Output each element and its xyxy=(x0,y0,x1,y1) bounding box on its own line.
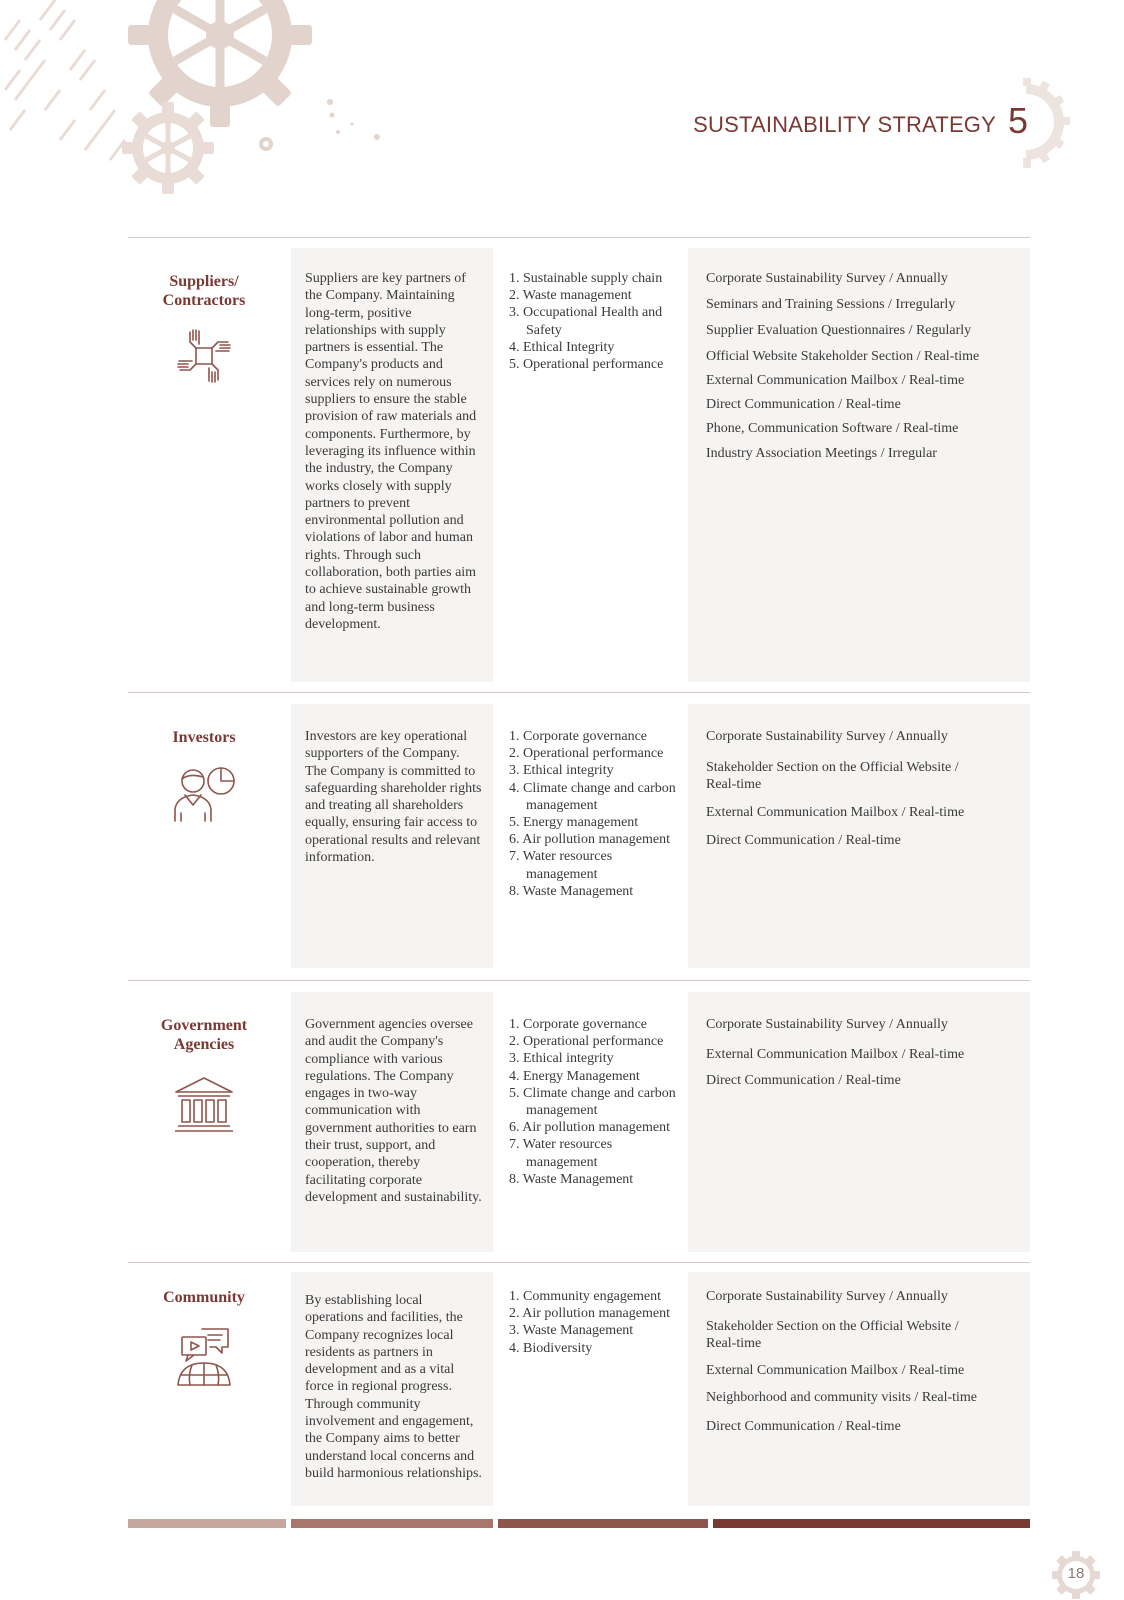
row-divider xyxy=(128,1262,1030,1263)
topic-item: 2. Operational performance xyxy=(509,1034,664,1050)
material-topics xyxy=(509,1288,685,1357)
topic-item: 6. Air pollution management xyxy=(509,832,670,848)
topic-item: 3. Ethical integrity xyxy=(509,763,614,779)
investor-pie-chart-icon xyxy=(169,761,239,825)
topic-item: 3. Waste Management xyxy=(509,1323,634,1339)
channel-item: External Communication Mailbox / Real-time xyxy=(706,1047,965,1062)
material-topics xyxy=(509,270,685,373)
channel-item: External Communication Mailbox / Real-time xyxy=(706,373,965,388)
communication-channels-panel xyxy=(688,1272,1030,1506)
topic-item: 7. Water resources management xyxy=(509,1137,613,1170)
topic-item: 1. Corporate governance xyxy=(509,1017,647,1032)
channel-item: Direct Communication / Real-time xyxy=(706,397,901,412)
communication-channels-panel xyxy=(688,248,1030,682)
channel-item: Seminars and Training Sessions / Irregularly xyxy=(706,297,956,312)
topic-item: 7. Water resources management xyxy=(509,849,613,882)
topic-item: 2. Air pollution management xyxy=(509,1306,670,1322)
stakeholder-description: Investors are key operational supporters of the Company. The Company is committed to safeguarding shareholder rights and treating all shareholders equally, ensuring fair access to operational results and relevant information. xyxy=(305,729,482,866)
channel-item: Direct Communication / Real-time xyxy=(706,1419,901,1434)
stakeholder-description: Suppliers are key partners of the Company. Maintaining long-term, positive relationships with supply partners is essential. The Company's products and services rely on numerous suppliers to ensure the stable provision of raw materials and components. Furthermore, by leveraging its influence within the industry, the Company works closely with supply partners to prevent environmental pollution and violations of labor and human rights. Through such collaboration, both parties aim to achieve sustainable growth and long-term business development. xyxy=(305,271,477,632)
footer-bar-1 xyxy=(128,1519,286,1528)
channel-item: Neighborhood and community visits / Real-time xyxy=(706,1390,978,1405)
stakeholder-description-panel xyxy=(291,992,493,1252)
chapter-number: 5 xyxy=(1008,100,1029,141)
channel-item: External Communication Mailbox / Real-time xyxy=(706,1363,965,1378)
stakeholder-description: Government agencies oversee and audit the Company's compliance with various regulations. The Company engages in two-way communication with government authorities to earn their trust, support, and cooperation, thereby facilitating corporate development and sustainability. xyxy=(305,1017,482,1205)
channel-item: Stakeholder Section on the Official Website / Real-time xyxy=(706,1319,959,1351)
stakeholder-title-line1: Suppliers/ xyxy=(169,273,239,290)
row-divider xyxy=(128,980,1030,981)
topic-item: 3. Occupational Health and Safety xyxy=(509,305,663,338)
stakeholder-title-line2: Agencies xyxy=(173,1036,235,1053)
stakeholder-description-panel xyxy=(291,1272,493,1506)
handshake-icon xyxy=(174,326,234,386)
stakeholder-description-panel xyxy=(291,248,493,682)
topic-item: 5. Operational performance xyxy=(509,357,664,373)
topic-item: 6. Air pollution management xyxy=(509,1120,670,1136)
channel-item: Direct Communication / Real-time xyxy=(706,833,901,848)
channel-item: Corporate Sustainability Survey / Annually xyxy=(706,271,948,286)
stakeholder-title-line1: Community xyxy=(163,1289,245,1306)
stakeholder-title-line1: Investors xyxy=(172,729,236,746)
topic-item: 8. Waste Management xyxy=(509,1171,634,1187)
channel-item: Corporate Sustainability Survey / Annually xyxy=(706,729,948,744)
footer-bar-3 xyxy=(498,1519,708,1528)
stakeholder-name xyxy=(128,1288,280,1389)
footer-bar-2 xyxy=(291,1519,493,1528)
channel-item: Industry Association Meetings / Irregular xyxy=(706,446,937,461)
topic-item: 5. Energy management xyxy=(509,815,639,831)
topic-item: 1. Sustainable supply chain xyxy=(509,271,663,286)
stakeholder-description: By establishing local operations and facilities, the Company recognizes local residents as partners in development and as a vital force in regional progress. Through community involvement and engagement, the Company aims to better understand local concerns and build harmonious relationships. xyxy=(305,1293,482,1481)
decorative-gears xyxy=(0,0,420,220)
top-divider xyxy=(128,237,1030,238)
topic-item: 5. Climate change and carbon management xyxy=(509,1085,676,1119)
topic-item: 4. Biodiversity xyxy=(509,1340,593,1356)
channel-item: Direct Communication / Real-time xyxy=(706,1073,901,1088)
page-header-title: SUSTAINABILITY STRATEGY xyxy=(693,112,996,137)
stakeholder-title-line1: Government xyxy=(160,1017,248,1034)
channel-item: Corporate Sustainability Survey / Annually xyxy=(706,1289,948,1304)
stakeholder-name xyxy=(128,1016,280,1136)
community-globe-chat-icon xyxy=(172,1325,236,1389)
topic-item: 1. Corporate governance xyxy=(509,729,647,744)
channel-item: Official Website Stakeholder Section / Real-time xyxy=(706,349,980,364)
topic-item: 2. Operational performance xyxy=(509,746,664,762)
topic-item: 3. Ethical integrity xyxy=(509,1051,614,1067)
stakeholder-name xyxy=(128,728,280,825)
topic-item: 4. Energy Management xyxy=(509,1068,640,1084)
channel-item: Stakeholder Section on the Official Website / Real-time xyxy=(706,760,959,792)
topic-item: 4. Ethical Integrity xyxy=(509,339,615,355)
topic-item: 2. Waste management xyxy=(509,288,632,304)
footer-bar-4 xyxy=(713,1519,1030,1528)
topic-item: 8. Waste Management xyxy=(509,883,634,899)
topic-item: 4. Climate change and carbon management xyxy=(509,780,676,813)
stakeholder-description-panel xyxy=(291,704,493,968)
stakeholder-name xyxy=(128,272,280,386)
channel-item: Supplier Evaluation Questionnaires / Regularly xyxy=(706,323,972,338)
channel-item: Phone, Communication Software / Real-time xyxy=(706,421,959,436)
communication-channels-panel xyxy=(688,704,1030,968)
topic-item: 1. Community engagement xyxy=(509,1289,662,1304)
channel-item: External Communication Mailbox / Real-time xyxy=(706,805,965,820)
page-number: 18 xyxy=(1067,1565,1085,1582)
government-building-icon xyxy=(172,1076,236,1136)
material-topics xyxy=(509,728,685,900)
stakeholder-title-line2: Contractors xyxy=(162,292,246,309)
channel-item: Corporate Sustainability Survey / Annually xyxy=(706,1017,948,1032)
row-divider xyxy=(128,692,1030,693)
communication-channels-panel xyxy=(688,992,1030,1252)
material-topics xyxy=(509,1016,685,1188)
